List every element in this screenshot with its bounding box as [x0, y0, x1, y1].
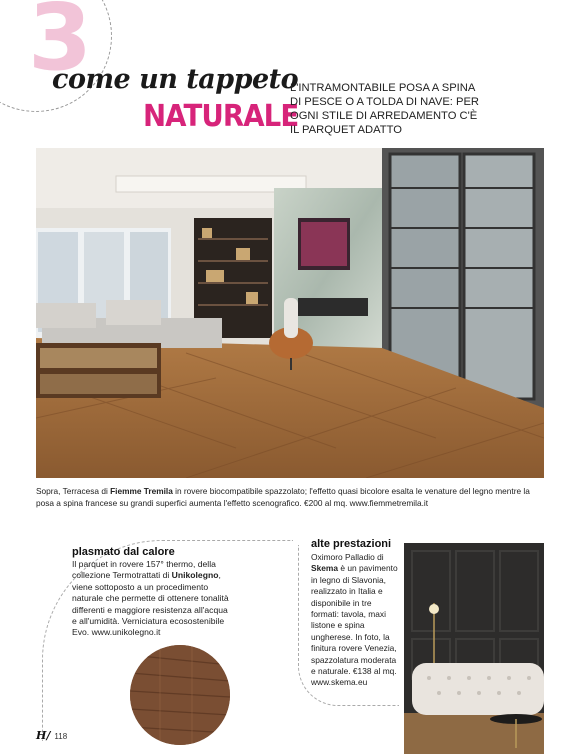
section2-text [311, 552, 401, 689]
section1-text-pre: Il parquet in rovere 157° thermo, della collezione Termotrattati di [72, 559, 216, 581]
section2-text-post: è un pavimento in legno di Slavonia, realizzato in Italia e disponibile in tre formati: tavola, maxi listone e spina ungherese. In foto, la finitura rovere Venezia, spazzolatura moderata e naturale. €138 al mq. www.skema.eu [311, 563, 398, 688]
living-room-photo [36, 148, 544, 478]
page-number: 118 [54, 732, 68, 741]
caption-brand: Fiemme Tremila [110, 486, 173, 496]
living-room-illustration [36, 148, 544, 478]
caption-pre: Sopra, Terracesa di [36, 486, 111, 496]
section2-brand: Skema [311, 563, 339, 574]
section1-text-post: , viene sottoposto a un procedimento naturale che permette di ottenere tonalità differenti e maggiore resistenza all'acqua e all'umidità. Verniciatura ecosostenibile Evo. www.unikolegno.it [72, 570, 229, 638]
title-big: NATURALE [143, 99, 299, 134]
sofa-illustration [404, 543, 544, 754]
section1-brand: Unikolegno [171, 570, 219, 581]
photo-caption [36, 485, 544, 509]
title-script: come un tappeto [52, 64, 299, 95]
wood-swatch-illustration [130, 645, 230, 745]
page-footer [36, 729, 67, 742]
wood-swatch-image [130, 645, 230, 745]
section1-title: plasmato dal calore [72, 546, 175, 558]
intro-text: L'INTRAMONTABILE POSA A SPINA DI PESCE O A TOLDA DI NAVE: PER OGNI STILE DI ARREDAMENTO C'È IL PARQUET ADATTO [290, 82, 480, 136]
magazine-logo: H/ [36, 729, 51, 742]
caption-post: in rovere biocompatibile spazzolato; l'effetto quasi bicolore esalta le venature del legno mentre la posa a spina francese su grandi superfici aumenta l'effetto scenografico. €200 al mq. www.fiemmetremila.it [36, 486, 530, 508]
dark-room-sofa-photo [404, 543, 544, 754]
section2-title: alte prestazioni [311, 538, 392, 550]
section2-text-pre: Oximoro Palladio di [311, 552, 384, 562]
section1-text [72, 559, 232, 639]
section-number: 3 [28, 0, 91, 91]
